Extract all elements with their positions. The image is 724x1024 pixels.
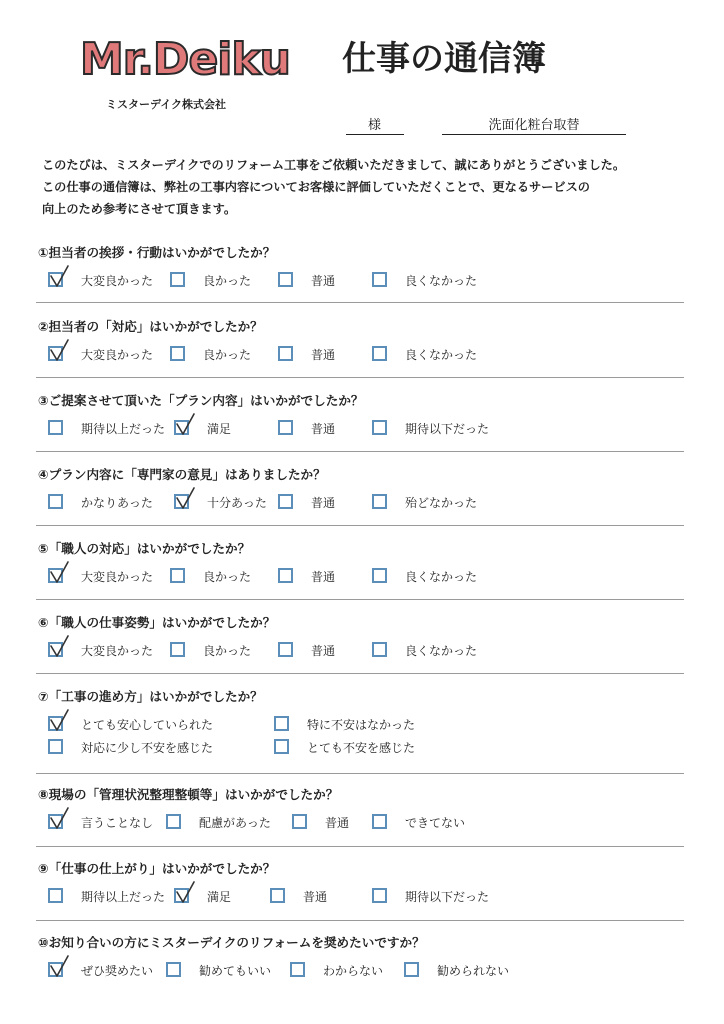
checkbox[interactable] bbox=[372, 272, 387, 287]
option-label: 普通 bbox=[311, 644, 336, 658]
option-label: 普通 bbox=[325, 816, 350, 830]
option-label: 十分あった bbox=[207, 496, 267, 510]
intro-line: この仕事の通信簿は、弊社の工事内容についてお客様に評価していただくことで、更なるサービスの bbox=[42, 180, 590, 194]
option-label: 良かった bbox=[203, 644, 252, 658]
checkbox[interactable] bbox=[170, 568, 185, 583]
question-10 bbox=[38, 934, 688, 978]
question-3 bbox=[38, 392, 688, 436]
option-label: 勧められない bbox=[437, 964, 510, 978]
checkbox[interactable] bbox=[274, 716, 289, 731]
checkbox[interactable] bbox=[166, 962, 181, 977]
intro-text bbox=[42, 154, 692, 220]
question-text: ⑨「仕事の仕上がり」はいかがでしたか？ bbox=[38, 861, 276, 876]
checkbox[interactable] bbox=[278, 272, 293, 287]
checkbox[interactable] bbox=[278, 494, 293, 509]
option-label: とても不安を感じた bbox=[307, 741, 416, 755]
option-label: とても安心していられた bbox=[81, 718, 214, 732]
option-label: 大変良かった bbox=[81, 570, 154, 584]
checkbox[interactable] bbox=[170, 272, 185, 287]
checkbox[interactable] bbox=[278, 642, 293, 657]
option-label: 期待以上だった bbox=[81, 890, 166, 904]
question-6 bbox=[38, 614, 688, 658]
check-mark-icon bbox=[174, 486, 196, 512]
section-divider bbox=[36, 920, 684, 921]
option-label: 期待以下だった bbox=[405, 890, 490, 904]
option-label: 良くなかった bbox=[405, 644, 478, 658]
checkbox[interactable] bbox=[48, 494, 63, 509]
option-label: 良くなかった bbox=[405, 274, 478, 288]
checkbox[interactable] bbox=[48, 420, 63, 435]
option-label: 普通 bbox=[311, 570, 336, 584]
check-mark-icon bbox=[48, 708, 70, 734]
checkbox[interactable] bbox=[278, 346, 293, 361]
checkbox[interactable] bbox=[274, 739, 289, 754]
question-text: ②担当者の「対応」はいかがでしたか？ bbox=[38, 319, 263, 334]
checkbox[interactable] bbox=[372, 494, 387, 509]
option-label: 普通 bbox=[311, 274, 336, 288]
option-label: 良かった bbox=[203, 570, 252, 584]
checkbox[interactable] bbox=[166, 814, 181, 829]
option-label: 対応に少し不安を感じた bbox=[81, 741, 214, 755]
checkbox[interactable] bbox=[372, 420, 387, 435]
question-5 bbox=[38, 540, 688, 584]
company-logo: Mr.Deiku bbox=[80, 34, 290, 85]
question-text: ⑩お知り合いの方にミスターデイクのリフォームを奨めたいですか？ bbox=[38, 935, 425, 950]
check-mark-icon bbox=[48, 806, 70, 832]
checkbox[interactable] bbox=[290, 962, 305, 977]
option-label: 良かった bbox=[203, 274, 252, 288]
option-label: 勧めてもいい bbox=[199, 964, 272, 978]
section-divider bbox=[36, 773, 684, 774]
question-9 bbox=[38, 860, 688, 904]
option-label: 大変良かった bbox=[81, 274, 154, 288]
question-text: ①担当者の挨拶・行動はいかがでしたか？ bbox=[38, 245, 276, 260]
section-divider bbox=[36, 451, 684, 452]
question-7 bbox=[38, 688, 688, 755]
section-divider bbox=[36, 377, 684, 378]
checkbox[interactable] bbox=[292, 814, 307, 829]
section-divider bbox=[36, 599, 684, 600]
option-label: 大変良かった bbox=[81, 348, 154, 362]
question-2 bbox=[38, 318, 688, 362]
option-label: 普通 bbox=[311, 348, 336, 362]
question-text: ⑤「職人の対応」はいかがでしたか？ bbox=[38, 541, 251, 556]
question-4 bbox=[38, 466, 688, 510]
company-name: ミスターデイク株式会社 bbox=[106, 98, 227, 111]
option-label: 良くなかった bbox=[405, 348, 478, 362]
option-label: 大変良かった bbox=[81, 644, 154, 658]
option-label: 言うことなし bbox=[81, 816, 154, 830]
option-label: 満足 bbox=[207, 890, 232, 904]
check-mark-icon bbox=[48, 634, 70, 660]
intro-line: このたびは、ミスターデイクでのリフォーム工事をご依頼いただきまして、誠にありがとうございました。 bbox=[42, 158, 626, 172]
checkbox[interactable] bbox=[372, 346, 387, 361]
checkbox[interactable] bbox=[170, 346, 185, 361]
project-name-field: 洗面化粧台取替 bbox=[442, 118, 626, 135]
option-label: 期待以上だった bbox=[81, 422, 166, 436]
checkbox[interactable] bbox=[372, 888, 387, 903]
checkbox[interactable] bbox=[372, 642, 387, 657]
page-title: 仕事の通信簿 bbox=[342, 39, 546, 79]
question-1 bbox=[38, 244, 688, 288]
option-label: 満足 bbox=[207, 422, 232, 436]
check-mark-icon bbox=[48, 338, 70, 364]
option-label: 配慮があった bbox=[199, 816, 271, 830]
question-text: ④プラン内容に「専門家の意見」はありましたか？ bbox=[38, 467, 326, 482]
option-label: できてない bbox=[405, 816, 466, 830]
checkbox[interactable] bbox=[372, 814, 387, 829]
checkbox[interactable] bbox=[48, 739, 63, 754]
question-text: ③ご提案させて頂いた「プラン内容」はいかがでしたか？ bbox=[38, 393, 364, 408]
checkbox[interactable] bbox=[278, 568, 293, 583]
option-label: 殆どなかった bbox=[405, 496, 478, 510]
check-mark-icon bbox=[174, 412, 196, 438]
question-8 bbox=[38, 786, 688, 830]
checkbox[interactable] bbox=[404, 962, 419, 977]
checkbox[interactable] bbox=[170, 642, 185, 657]
intro-line: 向上のため参考にさせて頂きます。 bbox=[42, 202, 237, 216]
check-mark-icon bbox=[48, 954, 70, 980]
option-label: 普通 bbox=[311, 496, 336, 510]
check-mark-icon bbox=[48, 560, 70, 586]
option-label: 普通 bbox=[303, 890, 328, 904]
question-text: ⑧現場の「管理状況整理整頓等」はいかがでしたか？ bbox=[38, 787, 339, 802]
option-label: 期待以下だった bbox=[405, 422, 490, 436]
section-divider bbox=[36, 846, 684, 847]
checkbox[interactable] bbox=[48, 888, 63, 903]
option-label: 良くなかった bbox=[405, 570, 478, 584]
checkbox[interactable] bbox=[372, 568, 387, 583]
option-label: 良かった bbox=[203, 348, 252, 362]
checkbox[interactable] bbox=[278, 420, 293, 435]
option-label: わからない bbox=[323, 964, 384, 978]
check-mark-icon bbox=[48, 264, 70, 290]
check-mark-icon bbox=[174, 880, 196, 906]
checkbox[interactable] bbox=[270, 888, 285, 903]
section-divider bbox=[36, 302, 684, 303]
section-divider bbox=[36, 525, 684, 526]
option-label: 普通 bbox=[311, 422, 336, 436]
option-label: 特に不安はなかった bbox=[307, 718, 416, 732]
question-text: ⑦「工事の進め方」はいかがでしたか？ bbox=[38, 689, 263, 704]
section-divider bbox=[36, 673, 684, 674]
option-label: ぜひ奨めたい bbox=[81, 964, 154, 978]
question-text: ⑥「職人の仕事姿勢」はいかがでしたか？ bbox=[38, 615, 276, 630]
customer-name-field: 様 bbox=[346, 118, 404, 135]
option-label: かなりあった bbox=[81, 496, 153, 510]
